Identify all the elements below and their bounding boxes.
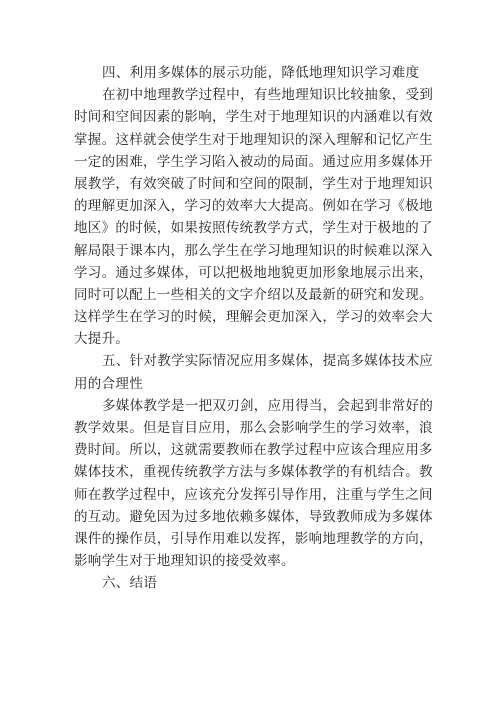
text-line: 这样学生在学习的时候，理解会更加深入，学习的效率会大: [74, 309, 433, 326]
text-line: 掌握。这样就会使学生对于地理知识的深入理解和记忆产生: [74, 131, 433, 148]
text-line: 在初中地理教学过程中，有些地理知识比较抽象，受到: [102, 87, 434, 104]
text-line: 解局限于课本内，那么学生在学习地理知识的时候难以深入: [74, 242, 433, 259]
text-line: 六、结语: [102, 575, 158, 592]
text-line: 课件的操作员，引导作用难以发挥，影响地理教学的方向，: [74, 530, 433, 547]
text-line: 同时可以配上一些相关的文字介绍以及最新的研究和发现。: [74, 286, 433, 303]
text-line: 地区》的时候，如果按照传统教学方式，学生对于极地的了: [74, 220, 433, 237]
article-body: [74, 62, 434, 595]
text-line: 时间和空间因素的影响，学生对于地理知识的内涵难以有效: [74, 109, 433, 126]
text-line: 的理解更加深入，学习的效率大大提高。例如在学习《极地: [74, 198, 433, 215]
text-line: 多媒体教学是一把双刃剑，应用得当，会起到非常好的: [102, 397, 434, 414]
text-line: 四、利用多媒体的展示功能，降低地理知识学习难度: [102, 65, 420, 81]
text-line: 的互动。避免因为过多地依赖多媒体，导致教师成为多媒体: [74, 508, 433, 525]
text-line: 学习。通过多媒体，可以把极地地貌更加形象地展示出来，: [74, 264, 433, 281]
text-line: 费时间。所以，这就需要教师在教学过程中应该合理应用多: [74, 442, 433, 459]
text-line: 大提升。: [74, 331, 130, 348]
text-line: 教学效果。但是盲目应用，那么会影响学生的学习效率，浪: [74, 420, 433, 436]
text-line: 五、针对教学实际情况应用多媒体，提高多媒体技术应: [102, 353, 434, 370]
text-line: 师在教学过程中，应该充分发挥引导作用，注重与学生之间: [74, 486, 433, 503]
text-line: 影响学生对于地理知识的接受效率。: [74, 553, 295, 570]
text-line: 展教学，有效突破了时间和空间的限制，学生对于地理知识: [74, 175, 433, 192]
text-line: 一定的困难，学生学习陷入被动的局面。通过应用多媒体开: [74, 153, 433, 170]
text-line: 用的合理性: [74, 375, 143, 392]
text-line: 媒体技术，重视传统教学方法与多媒体教学的有机结合。教: [74, 464, 433, 481]
